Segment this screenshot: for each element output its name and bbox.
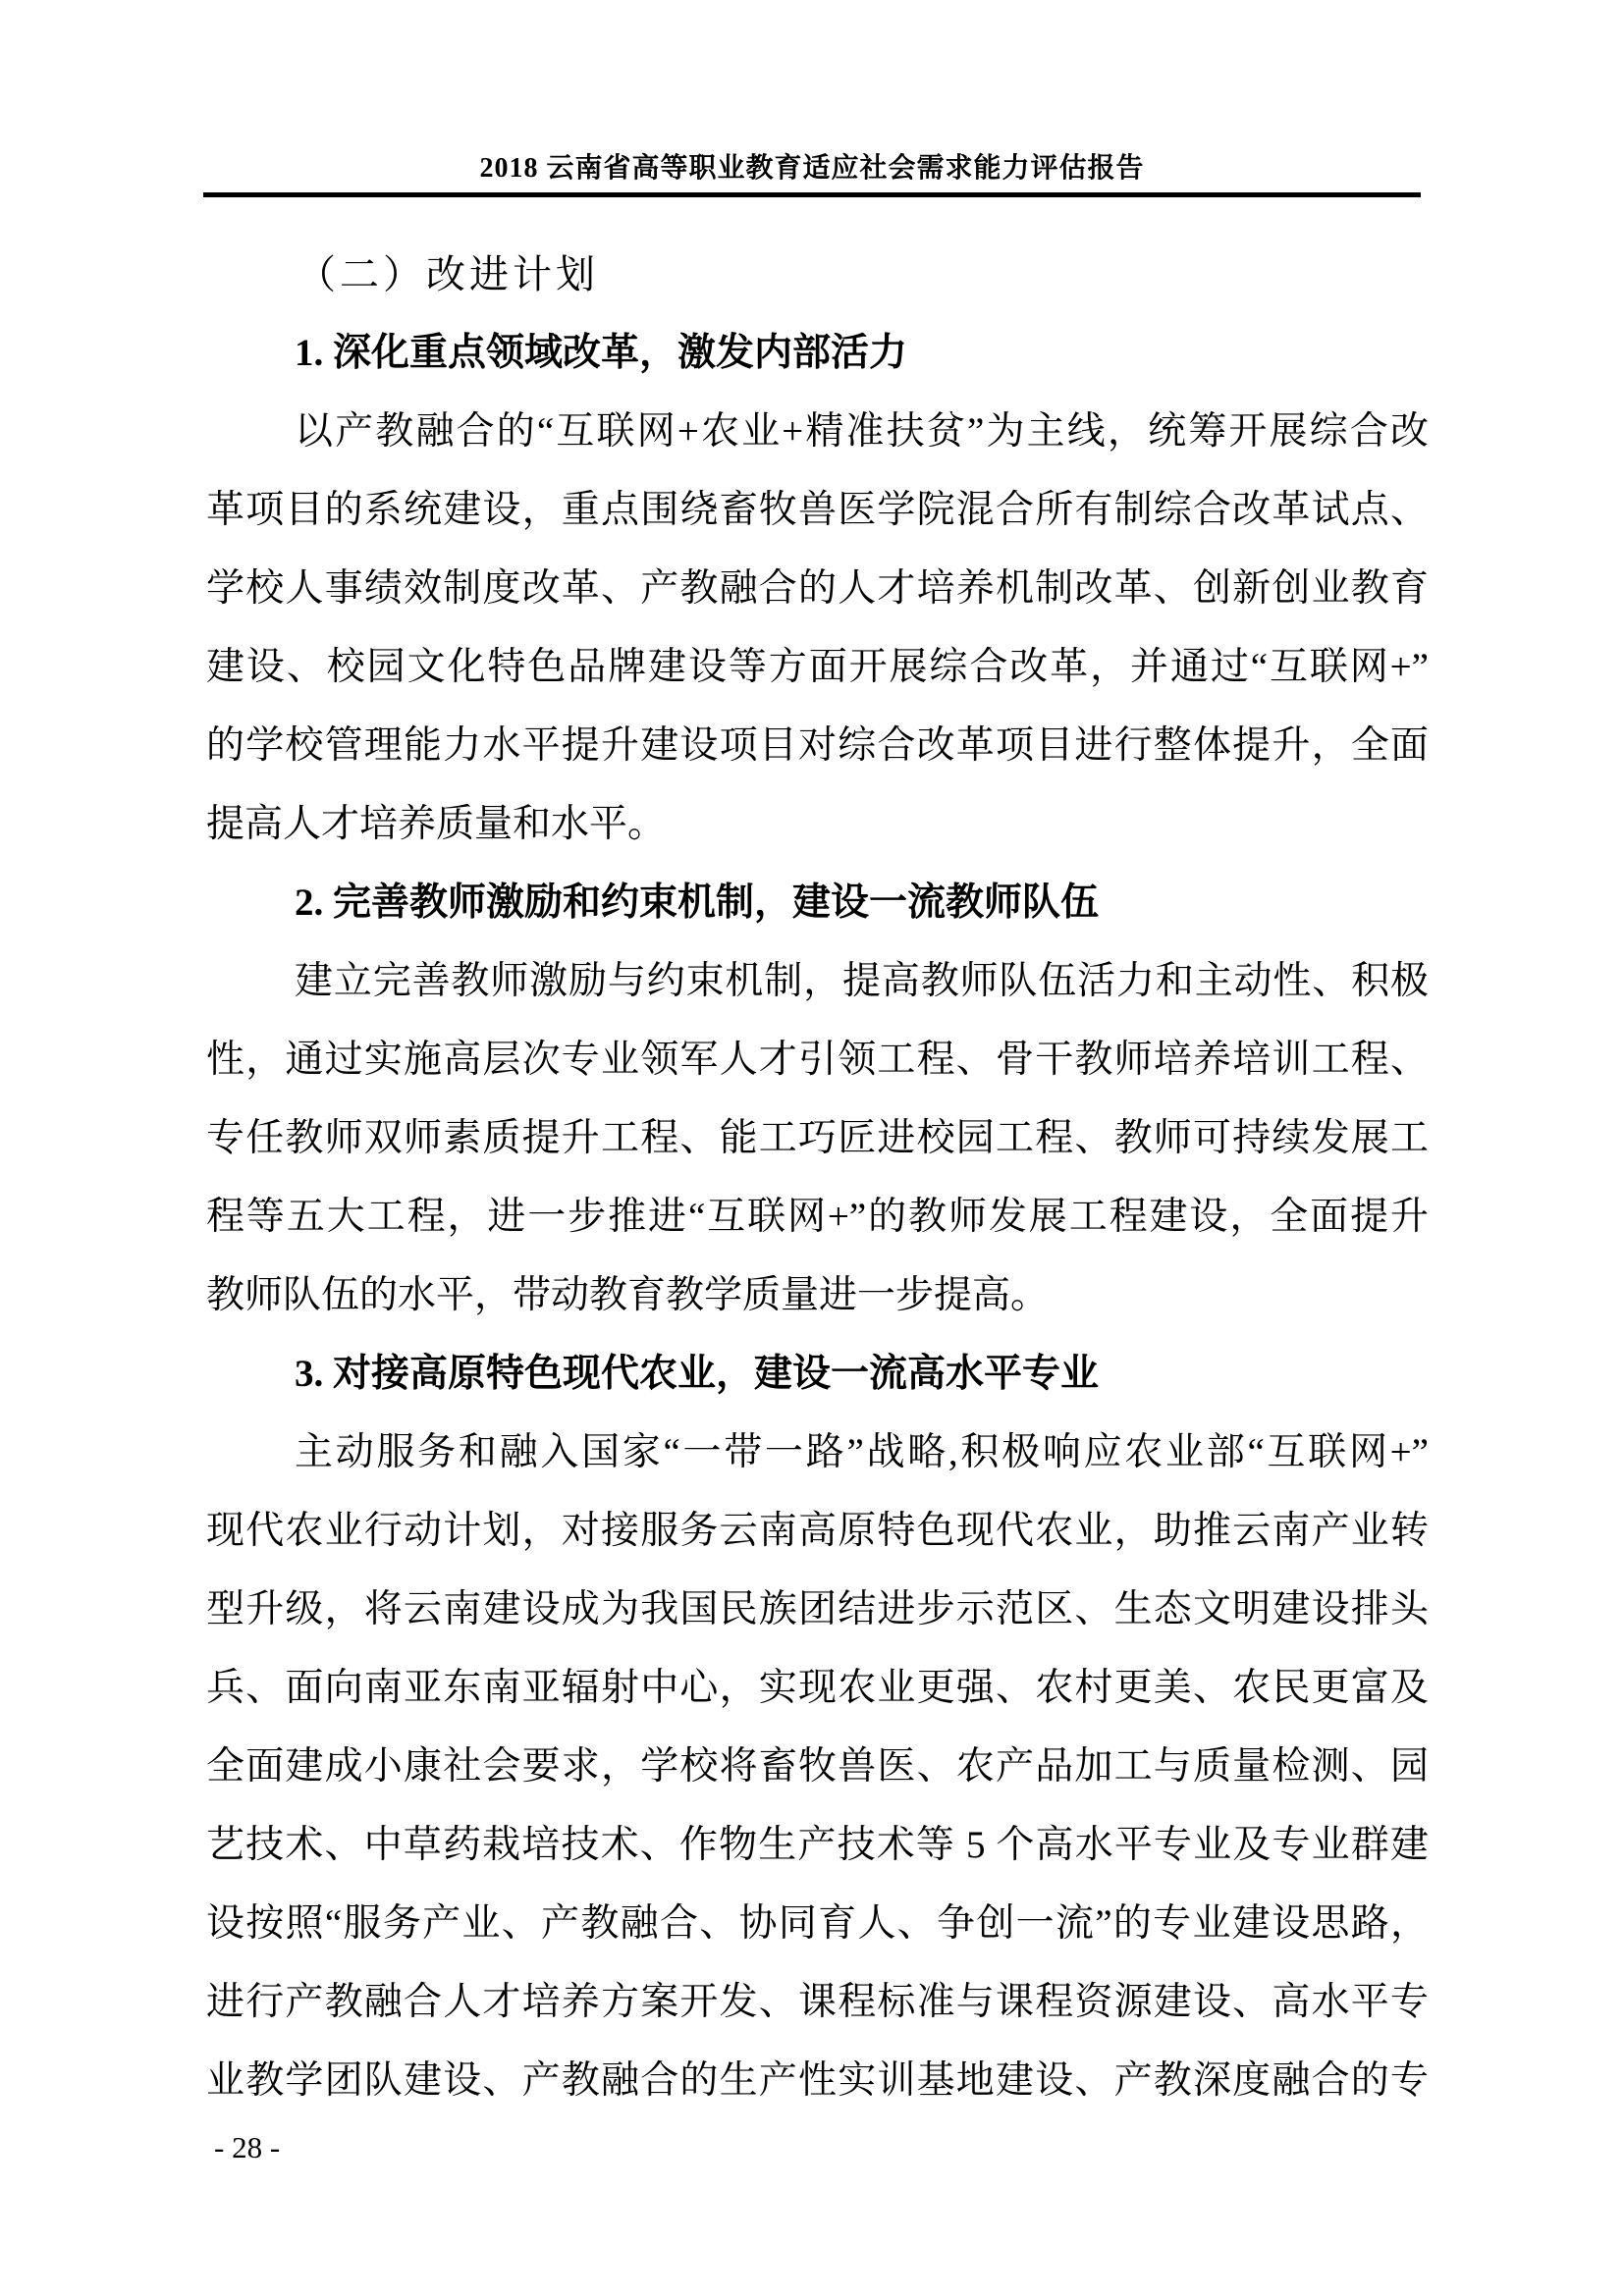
page-footer bbox=[214, 2128, 280, 2167]
paragraph-line: 业教学团队建设、产教融合的生产性实训基地建设、产教深度融合的专 bbox=[206, 2059, 1429, 2102]
header-rule bbox=[203, 192, 1421, 197]
paragraph-line: 全面建成小康社会要求，学校将畜牧兽医、农产品加工与质量检测、园 bbox=[206, 1745, 1429, 1788]
paragraph-line: 艺技术、中草药栽培技术、作物生产技术等 5 个高水平专业及专业群建 bbox=[206, 1824, 1429, 1866]
paragraph-line: 教师队伍的水平，带动教育教学质量进一步提高。 bbox=[206, 1274, 1050, 1316]
section-title: （二）改进计划 bbox=[297, 252, 599, 296]
subsection-1-heading: 1. 深化重点领域改革，激发内部活力 bbox=[295, 332, 908, 374]
paragraph-line: 设按照“服务产业、产教融合、协同育人、争创一流”的专业建设思路， bbox=[206, 1902, 1429, 1945]
paragraph-line: 以产教融合的“互联网+农业+精准扶贫”为主线，统筹开展综合改 bbox=[295, 410, 1429, 453]
running-header-title: 2018 云南省高等职业教育适应社会需求能力评估报告 bbox=[479, 153, 1145, 184]
paragraph-line: 兵、面向南亚东南亚辐射中心，实现农业更强、农村更美、农民更富及 bbox=[206, 1667, 1429, 1709]
paragraph-line: 的学校管理能力水平提升建设项目对综合改革项目进行整体提升，全面 bbox=[206, 724, 1429, 767]
paragraph-line: 主动服务和融入国家“一带一路”战略,积极响应农业部“互联网+” bbox=[295, 1431, 1429, 1473]
paragraph-line: 建立完善教师激励与约束机制，提高教师队伍活力和主动性、积极 bbox=[295, 960, 1429, 1002]
paragraph-line: 学校人事绩效制度改革、产教融合的人才培养机制改革、创新创业教育 bbox=[206, 567, 1429, 610]
paragraph-line: 现代农业行动计划，对接服务云南高原特色现代农业，助推云南产业转 bbox=[206, 1510, 1429, 1552]
paragraph-line: 程等五大工程，进一步推进“互联网+”的教师发展工程建设，全面提升 bbox=[206, 1196, 1429, 1238]
paragraph-line: 进行产教融合人才培养方案开发、课程标准与课程资源建设、高水平专 bbox=[206, 1981, 1429, 2023]
document-body bbox=[206, 236, 1429, 2120]
subsection-3-heading: 3. 对接高原特色现代农业，建设一流高水平专业 bbox=[295, 1353, 1100, 1395]
paragraph-line: 型升级，将云南建设成为我国民族团结进步示范区、生态文明建设排头 bbox=[206, 1588, 1429, 1630]
paragraph-line: 性，通过实施高层次专业领军人才引领工程、骨干教师培养培训工程、 bbox=[206, 1039, 1429, 1081]
paragraph-line: 革项目的系统建设，重点围绕畜牧兽医学院混合所有制综合改革试点、 bbox=[206, 489, 1429, 531]
paragraph-line: 专任教师双师素质提升工程、能工巧匠进校园工程、教师可持续发展工 bbox=[206, 1117, 1429, 1159]
paragraph-line: 建设、校园文化特色品牌建设等方面开展综合改革，并通过“互联网+” bbox=[206, 646, 1429, 688]
page-number: - 28 - bbox=[214, 2130, 281, 2164]
subsection-2-heading: 2. 完善教师激励和约束机制，建设一流教师队伍 bbox=[295, 881, 1100, 924]
paragraph-line: 提高人才培养质量和水平。 bbox=[206, 803, 667, 845]
